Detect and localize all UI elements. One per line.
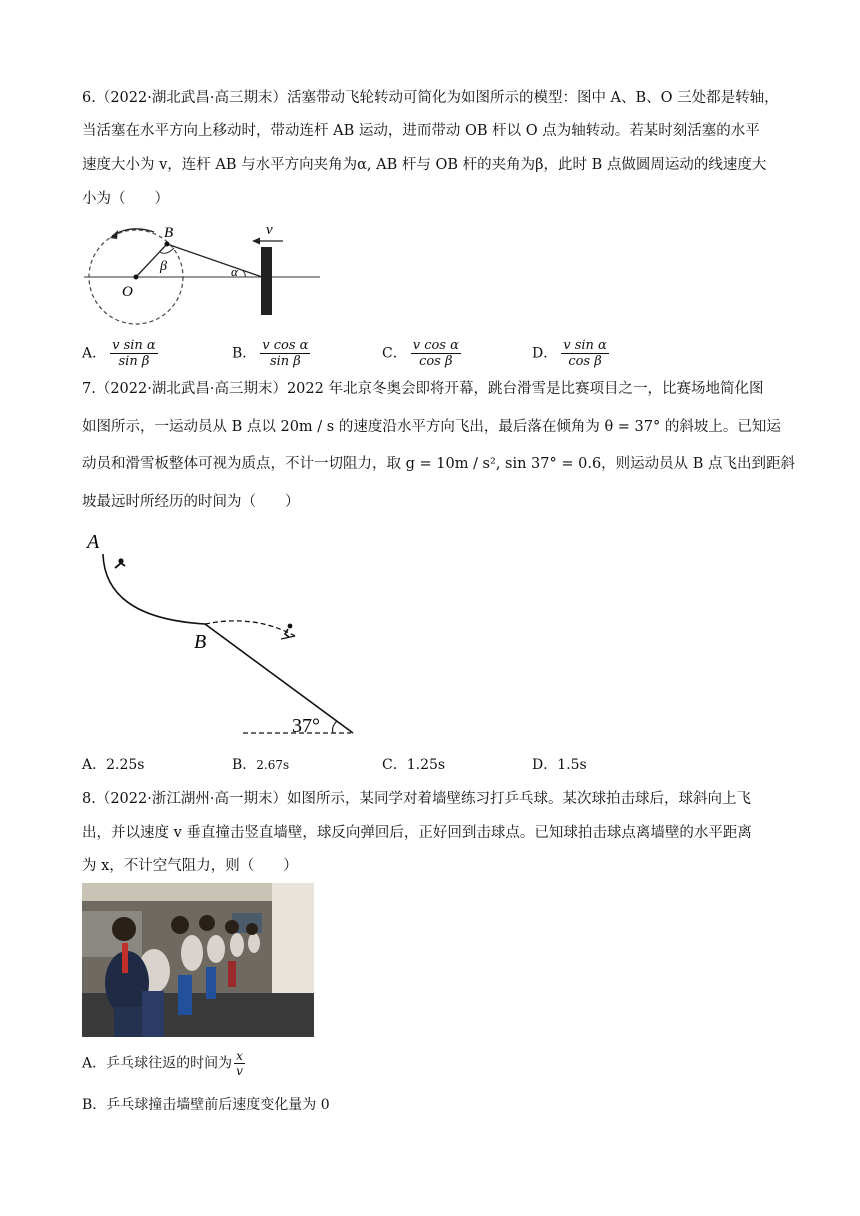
q6-option-a-fraction: $\frac{\text{v sin α}}{\text{sin β}}$ <box>112 338 156 369</box>
q7-text-line-1: 7.（2022·湖北武昌·高三期末）2022 年北京冬奥会即将开幕，跳台滑雪是比赛项目之一，比赛场地简化图 <box>82 381 764 397</box>
rotation-arrowhead <box>110 230 118 239</box>
q6-option-d-fraction: $\frac{\text{v sin α}}{\text{cos β}}$ <box>563 338 607 369</box>
label-alpha: α <box>231 264 238 279</box>
q8-text-line-2: 出，并以速度 v 垂直撞击竖直墙壁，球反向弹回后，正好回到击球点。已知球拍击球点离墙壁的水平距离 <box>82 825 752 841</box>
label-B: B <box>194 631 207 653</box>
q7-text-line-3: 动员和滑雪板整体可视为质点，不计一切阻力，取 g = 10m / s², sin 37° = 0.6，则运动员从 B 点飞出到距斜 <box>82 456 796 472</box>
label-A: A <box>87 531 100 553</box>
q6-piston-flywheel-figure <box>80 218 330 330</box>
label-beta: β <box>160 259 167 274</box>
q6-option-b-fraction: $\frac{\text{v cos α}}{\text{sin β}}$ <box>262 338 309 369</box>
alpha-arc <box>243 271 245 277</box>
q6-option-c[interactable]: C． $\frac{\text{v cos α}}{\text{cos β}}$ <box>382 338 459 369</box>
label-angle: 37° <box>292 715 320 737</box>
q6-text-line-3: 速度大小为 v，连杆 AB 与水平方向夹角为α, AB 杆与 OB 杆的夹角为β，此时 B 点做圆周运动的线速度大 <box>82 157 767 173</box>
slope-line <box>205 624 353 733</box>
q7-text-line-4: 坡最远时所经历的时间为（ ） <box>82 494 300 510</box>
piston <box>261 247 272 315</box>
angle-arc <box>333 721 338 733</box>
label-B: B <box>164 225 174 241</box>
velocity-arrowhead <box>252 238 260 245</box>
label-v: v <box>266 222 273 238</box>
q7-ski-jump-figure <box>85 528 360 740</box>
q7-option-d[interactable]: D．1.5s <box>532 757 587 773</box>
q8-option-a-fraction: $\frac{x}{v}$ <box>236 1049 243 1078</box>
q7-option-b[interactable]: B．2.67s <box>232 757 290 773</box>
q6-text-line-2: 当活塞在水平方向上移动时，带动连杆 AB 运动，进而带动 OB 杆以 O 点为轴转动。若某时刻活塞的水平 <box>82 123 760 139</box>
q7-option-c[interactable]: C．1.25s <box>382 757 446 773</box>
pivot-O <box>134 275 139 280</box>
skier-start-icon <box>115 558 125 568</box>
q6-text-line-4: 小为（ ） <box>82 191 169 207</box>
q8-option-b[interactable]: B．乒乓球撞击墙壁前后速度变化量为 0 <box>82 1097 330 1113</box>
q7-text-line-2: 如图所示，一运动员从 B 点以 20m / s 的速度沿水平方向飞出，最后落在倾角为 θ = 37° 的斜坡上。已知运 <box>82 419 781 435</box>
q6-option-d[interactable]: D． $\frac{\text{v sin α}}{\text{cos β}}$ <box>532 338 607 369</box>
q8-text-line-1: 8.（2022·浙江湖州·高一期末）如图所示，某同学对着墙壁练习打乒乓球。某次球拍击球后，球斜向上飞 <box>82 791 751 807</box>
label-O: O <box>122 284 133 300</box>
ping-pong-practice-photo <box>82 883 314 1037</box>
q8-text-line-3: 为 x，不计空气阻力，则（ ） <box>82 858 298 874</box>
q6-option-b[interactable]: B． $\frac{\text{v cos α}}{\text{sin β}}$ <box>232 338 309 369</box>
rod-AB <box>167 244 262 277</box>
pivot-B <box>165 242 170 247</box>
skier-airborne-icon <box>281 624 295 639</box>
q6-option-c-fraction: $\frac{\text{v cos α}}{\text{cos β}}$ <box>412 338 459 369</box>
q8-option-a[interactable]: A．乒乓球往返的时间为 $\frac{x}{v}$ <box>82 1049 243 1078</box>
q6-option-a[interactable]: A． $\frac{\text{v sin α}}{\text{sin β}}$ <box>82 338 156 369</box>
q7-option-a[interactable]: A．2.25s <box>82 757 145 773</box>
q6-text-line-1: 6.（2022·湖北武昌·高三期末）活塞带动飞轮转动可简化为如图所示的模型：图中 A、B、O 三处都是转轴， <box>82 90 779 106</box>
